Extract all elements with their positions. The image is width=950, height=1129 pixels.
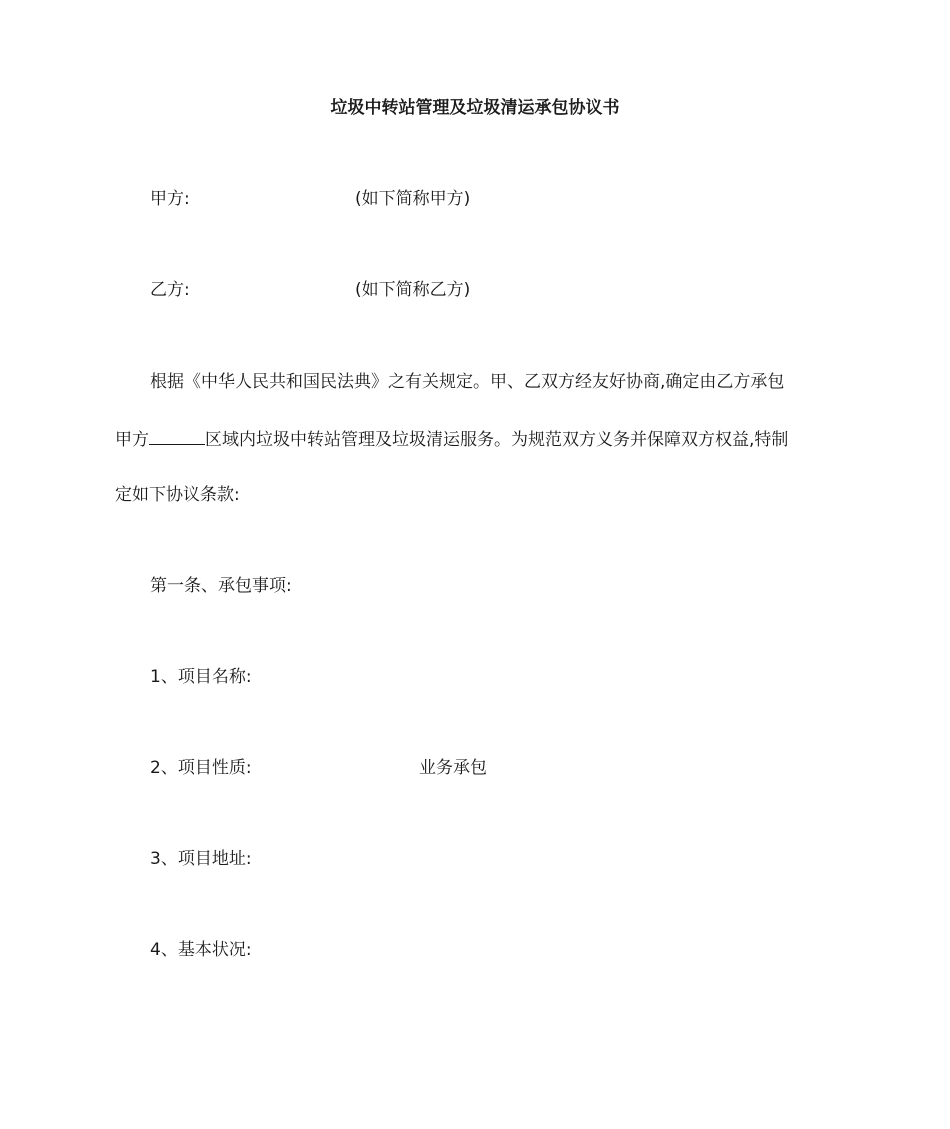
area-blank-line xyxy=(149,428,205,445)
item-project-nature-value: 业务承包 xyxy=(419,758,487,778)
item-project-address-label: 3、项目地址: xyxy=(150,849,252,869)
article-1-heading: 第一条、承包事项: xyxy=(150,576,292,596)
item-project-name-label: 1、项目名称: xyxy=(150,667,252,687)
preamble-line-1: 根据《中华人民共和国民法典》之有关规定。甲、乙双方经友好协商,确定由乙方承包 xyxy=(150,372,785,392)
party-a-note: (如下简称甲方) xyxy=(355,189,471,209)
party-b-label: 乙方: xyxy=(150,280,190,300)
document-title: 垃圾中转站管理及垃圾清运承包协议书 xyxy=(330,98,620,118)
item-basic-status-label: 4、基本状况: xyxy=(150,940,252,960)
preamble-line-2-end: 区域内垃圾中转站管理及垃圾清运服务。为规范双方义务并保障双方权益,特制 xyxy=(205,430,789,450)
preamble-line-2 xyxy=(115,428,788,451)
party-a-label: 甲方: xyxy=(150,189,190,209)
preamble-line-3: 定如下协议条款: xyxy=(115,485,240,505)
item-project-nature-label: 2、项目性质: xyxy=(150,758,252,778)
preamble-line-2-start: 甲方 xyxy=(115,430,149,450)
party-b-note: (如下简称乙方) xyxy=(355,280,471,300)
